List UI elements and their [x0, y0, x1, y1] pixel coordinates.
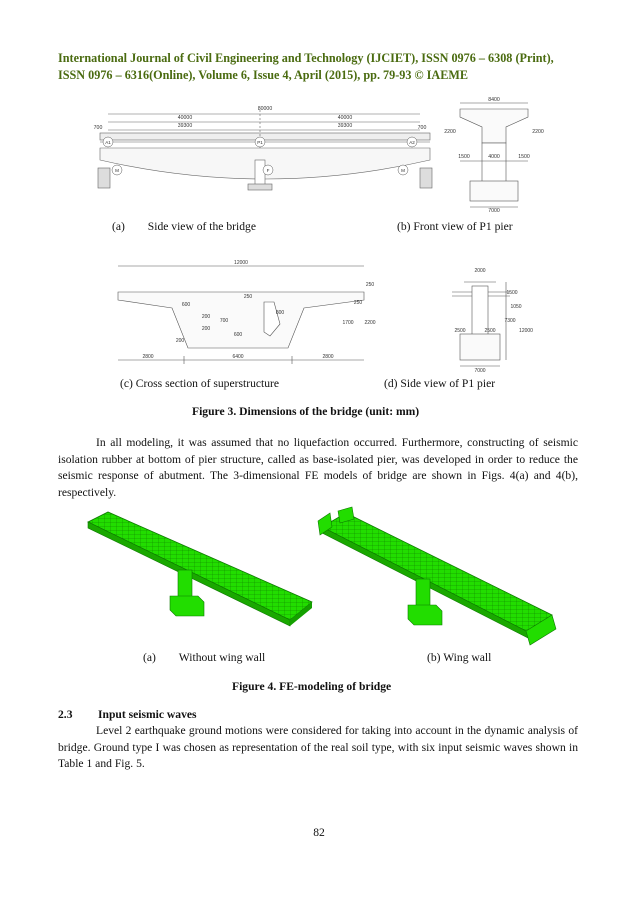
dim-200-a: 200	[201, 314, 211, 320]
dim-2200: 2200	[364, 320, 376, 326]
label-f: F	[266, 168, 270, 173]
header-line-1: International Journal of Civil Engineering and Technology (IJCIET), ISSN 0976 – 6308 (Print),	[58, 51, 554, 65]
label-m-left: M	[115, 168, 119, 173]
label-a2: A2	[409, 140, 415, 145]
dim-2800-right: 2800	[322, 354, 334, 360]
dim-12000: 12000	[234, 260, 248, 266]
dim-800: 800	[275, 310, 285, 316]
caption-4a-text: Without wing wall	[178, 651, 266, 664]
dim-700-left: 700	[93, 125, 103, 131]
dim-8400: 8400	[488, 97, 500, 103]
dim-1700: 1700	[342, 320, 354, 326]
dim-200-bottom: 200	[175, 338, 185, 344]
caption-4a	[143, 651, 265, 664]
dim-39300-left: 39300	[177, 123, 193, 129]
paragraph-2: Level 2 earthquake ground motions were considered for taking into account in the dynamic analysis of bridge. Ground type I was chosen as representation of the real soil type, with six input seismic waves shown in Table 1 and Fig. 5.	[58, 724, 578, 771]
dim-1050: 1050	[510, 304, 522, 310]
journal-header	[58, 50, 578, 84]
label-a1: A1	[105, 140, 111, 145]
figure-3d-side-pier	[444, 262, 544, 374]
dim-40000-left: 40000	[177, 115, 193, 121]
figure-4b-fe-model	[312, 505, 562, 650]
dim-7000-side: 7000	[474, 368, 486, 374]
dim-600-left: 600	[181, 302, 191, 308]
figure-4a-fe-model	[80, 502, 320, 637]
section-title: Input seismic waves	[98, 708, 197, 721]
page-number: 82	[313, 826, 325, 839]
dim-700: 700	[219, 318, 229, 324]
dim-6400: 6400	[232, 354, 244, 360]
dim-12000-side: 12000	[519, 328, 533, 334]
caption-3a	[112, 220, 256, 233]
dim-250-right-top: 250	[365, 282, 375, 288]
section-heading	[58, 708, 197, 721]
figure-4-title: Figure 4. FE-modeling of bridge	[232, 680, 392, 693]
header-line-2: ISSN 0976 – 6316(Online), Volume 6, Issue 4, April (2015), pp. 79-93 © IAEME	[58, 68, 468, 82]
caption-3d: (d) Side view of P1 pier	[384, 377, 496, 390]
caption-4a-label: (a)	[143, 651, 156, 664]
dim-250-right: 250	[353, 300, 363, 306]
dim-39300-right: 39300	[337, 123, 353, 129]
dim-80000: 80000	[257, 106, 273, 112]
dim-1500-right: 1500	[518, 154, 530, 160]
caption-3a-text: Side view of the bridge	[147, 220, 256, 233]
label-m-right: M	[401, 168, 405, 173]
dim-700-right: 700	[417, 125, 427, 131]
paragraph-1: In all modeling, it was assumed that no liquefaction occurred. Furthermore, constructing of seismic isolation rubber at bottom of pier structure, called as base-isolated pier, was developed in order to reduce the seismic response of abutment. The 3-dimensional FE models of bridge are shown in Figs. 4(a) and 4(b), respectively.	[58, 436, 578, 499]
figure-3-title: Figure 3. Dimensions of the bridge (unit: mm)	[192, 405, 420, 418]
dim-2000: 2000	[474, 268, 486, 274]
figure-3c-cross-section	[108, 256, 380, 372]
dim-600-inner: 600	[233, 332, 243, 338]
label-p1: P1	[257, 140, 263, 145]
figure-3b-front-view	[440, 93, 550, 213]
dim-7300: 7300	[504, 318, 516, 324]
dim-2500-right: 2500	[484, 328, 496, 334]
dim-2200-right: 2200	[532, 129, 544, 135]
dim-2800-left: 2800	[142, 354, 154, 360]
dim-200-b: 200	[201, 326, 211, 332]
dim-2500-left: 2500	[454, 328, 466, 334]
figure-3a-side-view	[90, 100, 440, 192]
caption-4b: (b) Wing wall	[427, 651, 492, 664]
section-number: 2.3	[58, 708, 73, 721]
dim-2200-left: 2200	[444, 129, 456, 135]
caption-3b: (b) Front view of P1 pier	[397, 220, 513, 233]
caption-3c: (c) Cross section of superstructure	[120, 377, 280, 390]
dim-1500-left: 1500	[458, 154, 470, 160]
dim-4000: 4000	[488, 154, 500, 160]
caption-3a-label: (a)	[112, 220, 125, 233]
dim-250-mid: 250	[243, 294, 253, 300]
dim-1500: 1500	[506, 290, 518, 296]
dim-40000-right: 40000	[337, 115, 353, 121]
dim-7000: 7000	[488, 208, 500, 213]
